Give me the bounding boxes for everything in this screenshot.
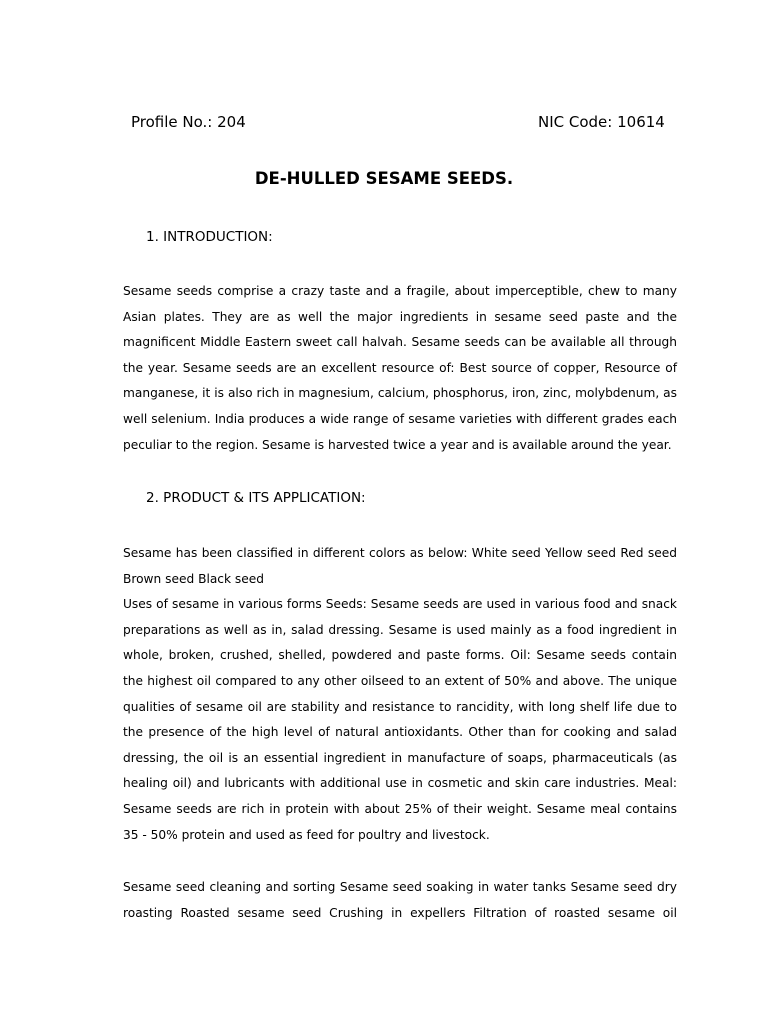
paragraph-line: preparations as well as in, salad dressing. Sesame is used mainly as a food ingredient in xyxy=(123,622,677,637)
paragraph-line: peculiar to the region. Sesame is harvested twice a year and is available around the year. xyxy=(123,437,672,452)
paragraph-line: Sesame seed cleaning and sorting Sesame seed soaking in water tanks Sesame seed dry xyxy=(123,880,677,894)
paragraph-line: 35 - 50% protein and used as feed for poultry and livestock. xyxy=(123,827,490,842)
process-paragraph xyxy=(123,875,677,926)
paragraph-line: the highest oil compared to any other oilseed to an extent of 50% and above. The unique xyxy=(123,673,677,688)
paragraph-line: Sesame has been classified in different colors as below: White seed Yellow seed Red seed xyxy=(123,546,677,560)
paragraph-line: magnificent Middle Eastern sweet call halvah. Sesame seeds can be available all through xyxy=(123,335,677,350)
paragraph-line: manganese, it is also rich in magnesium, calcium, phosphorus, iron, zinc, molybdenum, as xyxy=(123,386,677,401)
paragraph-line: well selenium. India produces a wide range of sesame varieties with different grades each xyxy=(123,411,677,426)
paragraph-line: healing oil) and lubricants with additional use in cosmetic and skin care industries. Meal: xyxy=(123,776,677,791)
paragraph-line: Sesame seeds are rich in protein with about 25% of their weight. Sesame meal contains xyxy=(123,801,677,816)
paragraph-line: dressing, the oil is an essential ingredient in manufacture of soaps, pharmaceuticals (as xyxy=(123,750,677,765)
paragraph-line: Brown seed Black seed xyxy=(123,571,265,586)
paragraph-line: Uses of sesame in various forms Seeds: Sesame seeds are used in various food and snack xyxy=(123,597,677,612)
paragraph-line: Sesame seeds comprise a crazy taste and a fragile, about imperceptible, chew to many xyxy=(123,284,677,298)
introduction-paragraph xyxy=(123,279,677,458)
paragraph-line: the year. Sesame seeds are an excellent resource of: Best source of copper, Resource of xyxy=(123,360,677,375)
paragraph-line: the presence of the high level of natural antioxidants. Other than for cooking and salad xyxy=(123,725,677,740)
paragraph-line: Asian plates. They are as well the major ingredients in sesame seed paste and the xyxy=(123,309,677,324)
nic-code: NIC Code: 10614 xyxy=(538,113,665,131)
paragraph-line: whole, broken, crushed, shelled, powdered and paste forms. Oil: Sesame seeds contain xyxy=(123,648,677,663)
paragraph-line: qualities of sesame oil are stability and resistance to rancidity, with long shelf life due to xyxy=(123,699,677,714)
product-application-paragraph xyxy=(123,541,677,848)
section-heading-introduction: 1. INTRODUCTION: xyxy=(146,229,273,245)
document-title: DE-HULLED SESAME SEEDS. xyxy=(254,169,514,188)
profile-number: Profile No.: 204 xyxy=(131,113,246,131)
section-heading-product-application: 2. PRODUCT & ITS APPLICATION: xyxy=(146,490,366,506)
paragraph-line: roasting Roasted sesame seed Crushing in expellers Filtration of roasted sesame oil xyxy=(123,905,677,920)
